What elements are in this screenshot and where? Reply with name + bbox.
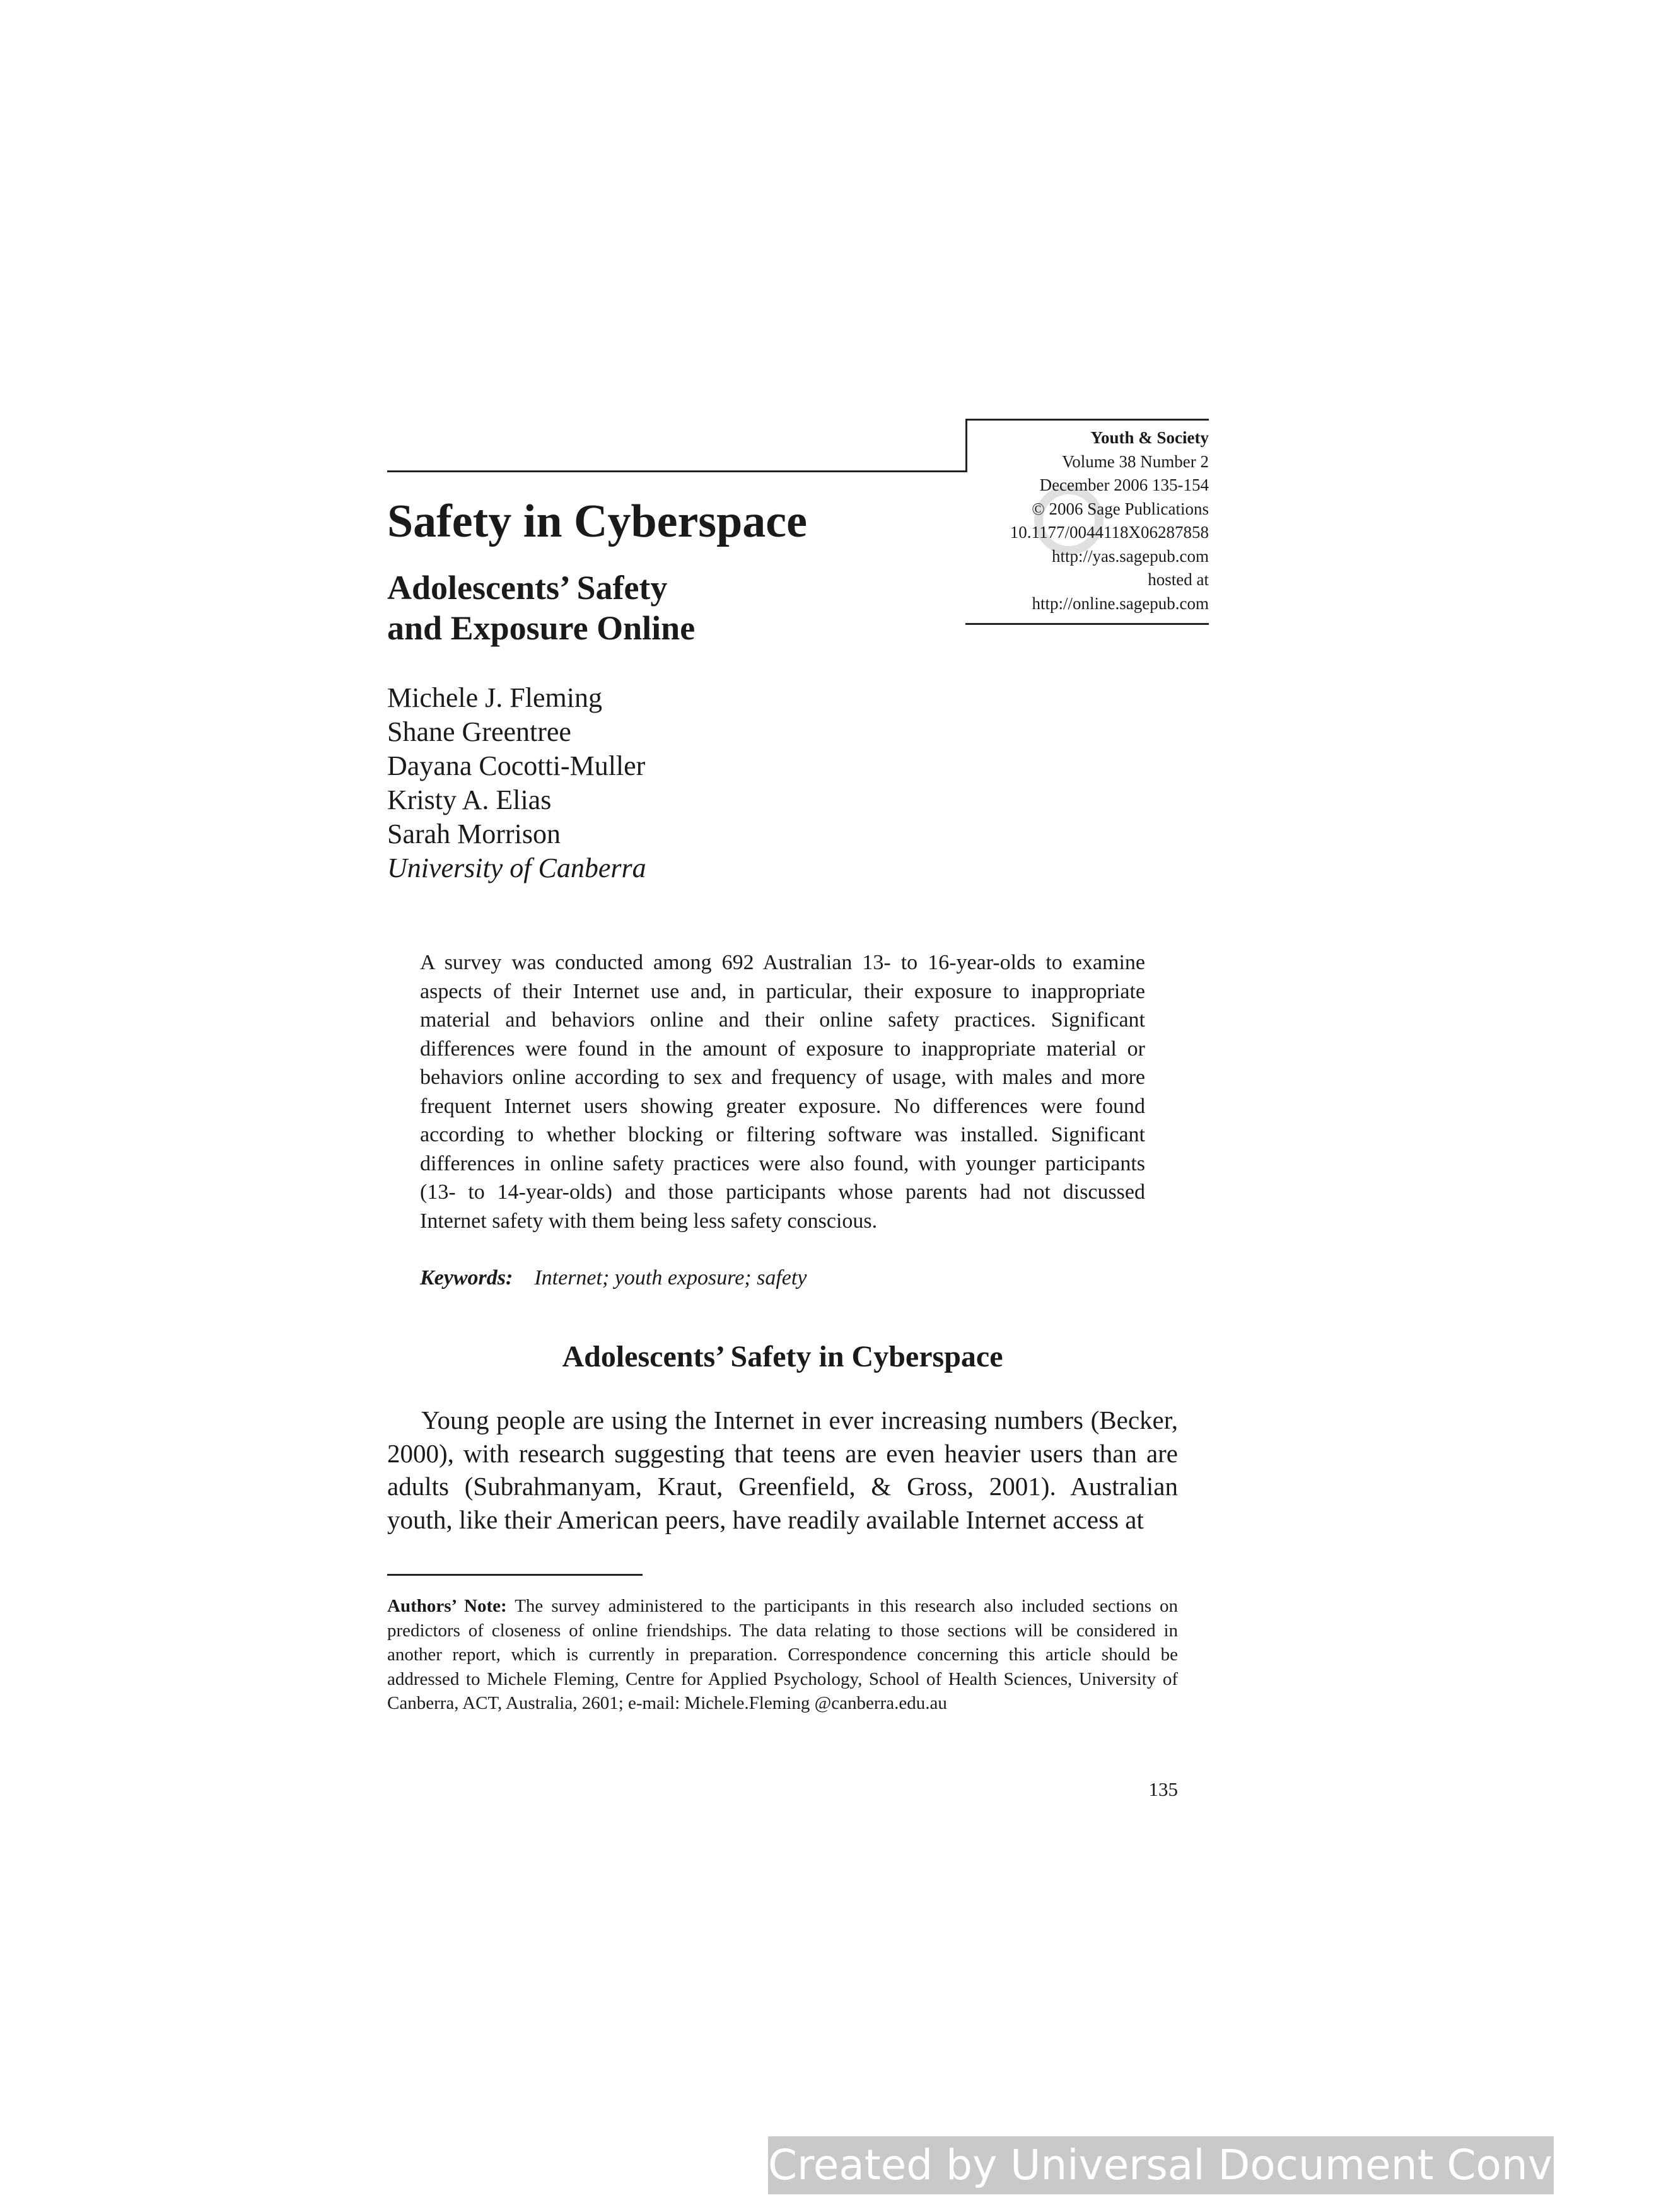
journal-box-top-rule <box>965 419 1209 421</box>
keywords-value: Internet; youth exposure; safety <box>534 1266 807 1289</box>
author-name: Sarah Morrison <box>387 818 561 849</box>
journal-info <box>946 426 1209 615</box>
journal-copyright: © 2006 Sage Publications <box>1032 499 1209 518</box>
article-subtitle-line2: and Exposure Online <box>387 609 696 647</box>
author-affiliation: University of Canberra <box>387 853 646 883</box>
authors-note-label: Authors’ Note: <box>387 1596 507 1616</box>
article-subtitle-line1: Adolescents’ Safety <box>387 569 668 607</box>
section-heading: Adolescents’ Safety in Cyberspace <box>562 1340 1003 1373</box>
journal-url[interactable]: http://yas.sagepub.com <box>1052 546 1209 566</box>
author-name: Shane Greentree <box>387 716 571 747</box>
journal-volume: Volume 38 Number 2 <box>1062 451 1209 471</box>
page-number: 135 <box>1148 1778 1178 1800</box>
journal-hosted: hosted at <box>1148 570 1209 589</box>
abstract: A survey was conducted among 692 Australian 13- to 16-year-olds to examine aspects of their Internet use and, in particular, their exposure to inappropriate material and behaviors online and their online safety practices. Significant differences were found in the amount of exposure to inappropriate material or behaviors online according to sex and frequency of usage, with males and more frequent Internet users showing greater exposure. No differences were found according to whether blocking or filtering software was installed. Significant differences in online safety practices were also found, with younger participants (13- to 14-year-olds) and those participants whose parents had not discussed Internet safety with them being less safety conscious. <box>420 951 1145 1233</box>
author-name: Michele J. Fleming <box>387 682 602 713</box>
author-name: Kristy A. Elias <box>387 784 552 815</box>
footnote-rule <box>387 1574 643 1576</box>
keywords-label: Keywords: <box>420 1266 513 1289</box>
journal-host-url[interactable]: http://online.sagepub.com <box>1032 593 1209 613</box>
journal-date-pages: December 2006 135-154 <box>1039 475 1209 494</box>
article-subtitle <box>387 568 695 648</box>
authors-note-text: The survey administered to the participants in this research also included sections on predictors of closeness of online friendships. The data relating to those sections will be considered in another report, which is currently in preparation. Correspondence concerning this article should be addressed to Michele Fleming, Centre for Applied Psychology, School of Health Sciences, University of Canberra, ACT, Australia, 2601; e-mail: Michele.Fleming @canberra.edu.au <box>387 1596 1179 1713</box>
author-name: Dayana Cocotti-Muller <box>387 750 646 781</box>
authors-note <box>387 1594 1178 1716</box>
journal-name: Youth & Society <box>1090 428 1209 447</box>
author-list <box>387 681 646 885</box>
keywords <box>420 1266 807 1290</box>
header-rule-left <box>387 470 967 472</box>
journal-doi: 10.1177/0044118X06287858 <box>1010 523 1209 542</box>
article-title: Safety in Cyberspace <box>387 496 807 547</box>
journal-box-bottom-rule <box>965 623 1209 625</box>
converter-watermark: Created by Universal Document Converter <box>768 2136 1554 2194</box>
body-paragraph: Young people are using the Internet in ever increasing numbers (Becker, 2000), with research suggesting that teens are even heavier users than are adults (Subrahmanyam, Kraut, Greenfield, & Gross, 2001). Australian youth, like their American peers, have readily available Internet access at <box>387 1406 1178 1534</box>
